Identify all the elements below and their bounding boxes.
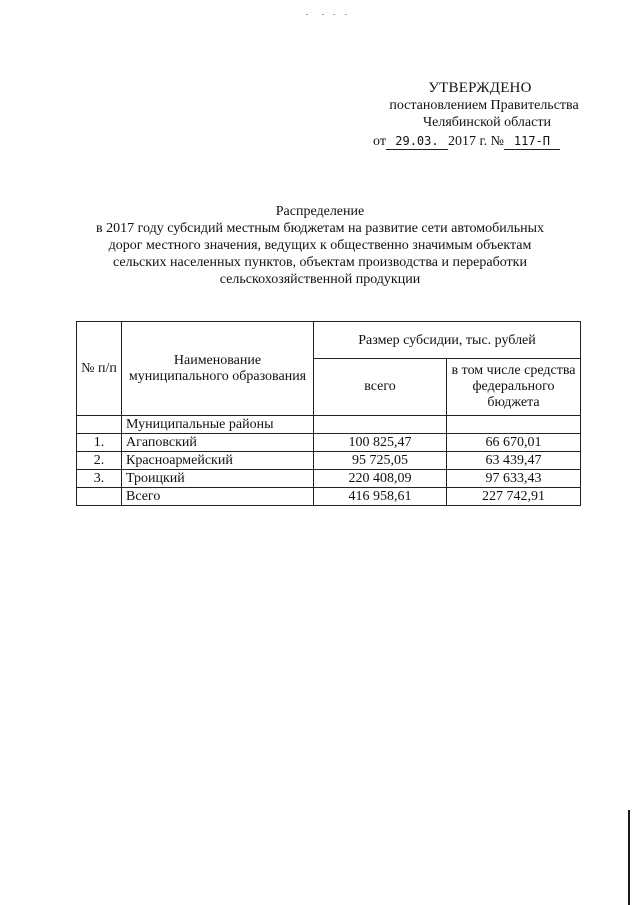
subsidy-table bbox=[76, 321, 581, 506]
row-num: 2. bbox=[77, 452, 122, 470]
row-total: 220 408,09 bbox=[314, 470, 447, 488]
header-total: всего bbox=[314, 359, 447, 416]
section-total bbox=[314, 416, 447, 434]
scan-speck bbox=[345, 14, 347, 15]
summary-label: Всего bbox=[122, 488, 314, 506]
scan-speck bbox=[306, 14, 308, 15]
section-label: Муниципальные районы bbox=[122, 416, 314, 434]
summary-federal: 227 742,91 bbox=[447, 488, 581, 506]
header-size: Размер субсидии, тыс. рублей bbox=[314, 322, 581, 359]
header-num: № п/п bbox=[77, 322, 122, 416]
row-name: Троицкий bbox=[122, 470, 314, 488]
row-total: 95 725,05 bbox=[314, 452, 447, 470]
document-number: 117-П bbox=[504, 134, 560, 150]
scan-speck bbox=[322, 14, 324, 15]
table-header-row bbox=[77, 322, 581, 359]
summary-num bbox=[77, 488, 122, 506]
row-federal: 97 633,43 bbox=[447, 470, 581, 488]
summary-total: 416 958,61 bbox=[314, 488, 447, 506]
row-num: 3. bbox=[77, 470, 122, 488]
table-row bbox=[77, 452, 581, 470]
title-line-3: дорог местного значения, ведущих к общественно значимым объектам bbox=[108, 238, 532, 253]
title-line-1: Распределение bbox=[275, 204, 365, 219]
table-row bbox=[77, 434, 581, 452]
section-federal bbox=[447, 416, 581, 434]
approval-line-2: Челябинской области bbox=[423, 115, 551, 130]
row-num: 1. bbox=[77, 434, 122, 452]
approval-heading: УТВЕРЖДЕНО bbox=[428, 80, 532, 96]
row-federal: 63 439,47 bbox=[447, 452, 581, 470]
date-prefix: от bbox=[373, 134, 386, 149]
title-line-4: сельских населенных пунктов, объектам производства и переработки bbox=[113, 255, 527, 270]
table-section-row bbox=[77, 416, 581, 434]
date-year: 2017 г. № bbox=[447, 134, 504, 149]
row-name: Красноармейский bbox=[122, 452, 314, 470]
title-line-2: в 2017 году субсидий местным бюджетам на развитие сети автомобильных bbox=[95, 221, 545, 236]
section-num bbox=[77, 416, 122, 434]
approval-date-line bbox=[373, 134, 560, 150]
header-name: Наименование муниципального образования bbox=[122, 322, 314, 416]
scan-edge-mark bbox=[628, 810, 630, 905]
title-line-5: сельскохозяйственной продукции bbox=[219, 272, 421, 287]
approval-line-1: постановлением Правительства bbox=[389, 98, 579, 113]
date-value: 29.03. bbox=[386, 134, 448, 150]
header-federal: в том числе средства федерального бюджета bbox=[447, 359, 581, 416]
scan-speck bbox=[333, 14, 335, 15]
table-row bbox=[77, 470, 581, 488]
row-name: Агаповский bbox=[122, 434, 314, 452]
row-federal: 66 670,01 bbox=[447, 434, 581, 452]
approval-block bbox=[360, 80, 600, 131]
table-summary-row bbox=[77, 488, 581, 506]
document-title bbox=[60, 203, 580, 288]
row-total: 100 825,47 bbox=[314, 434, 447, 452]
